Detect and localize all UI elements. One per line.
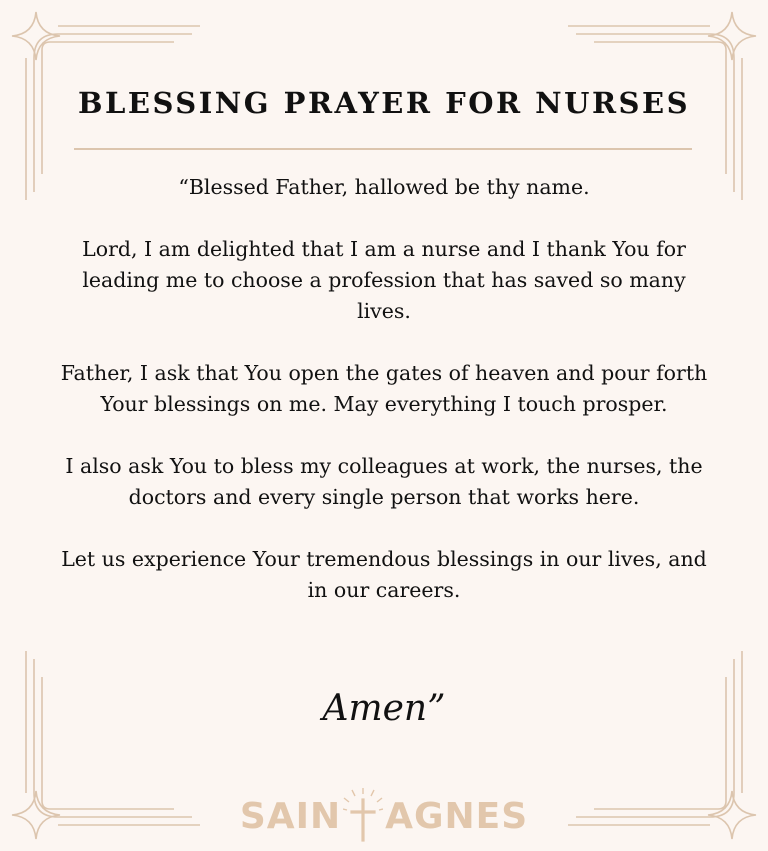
- saint-agnes-logo: [0, 786, 768, 846]
- logo-text-right: AGNES: [385, 795, 529, 837]
- logo-text-left: SAIN: [239, 795, 342, 837]
- prayer-body: [60, 172, 708, 606]
- prayer-paragraph: Lord, I am delighted that I am a nurse and I thank You for leading me to choose a profession that has saved so many lives.: [82, 237, 686, 323]
- prayer-paragraph: “Blessed Father, hallowed be thy name.: [178, 175, 590, 199]
- page-title: BLESSING PRAYER FOR NURSES: [77, 86, 691, 120]
- title-divider: [74, 148, 692, 150]
- prayer-paragraph: I also ask You to bless my colleagues at work, the nurses, the doctors and every single person that works here.: [65, 454, 703, 509]
- cross-rays-icon: [343, 786, 383, 846]
- prayer-paragraph: Let us experience Your tremendous blessings in our lives, and in our careers.: [61, 547, 707, 602]
- prayer-closing: Amen”: [322, 688, 446, 729]
- prayer-paragraph: Father, I ask that You open the gates of heaven and pour forth Your blessings on me. May everything I touch prosper.: [60, 361, 708, 416]
